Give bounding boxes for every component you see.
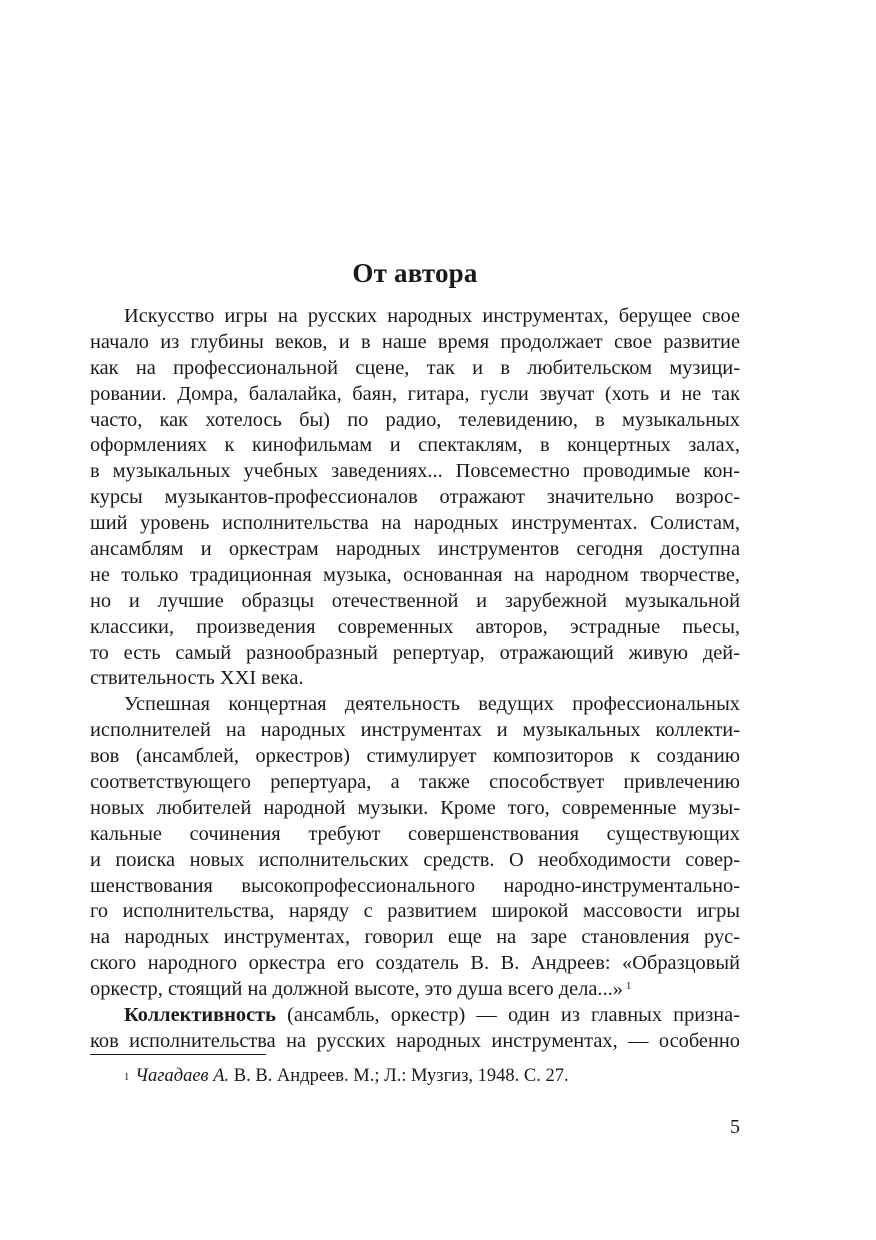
paragraph-1-line: ствительность XXI века.: [90, 667, 304, 690]
paragraph-2-last-line: [90, 977, 740, 1003]
paragraph-2-line: новых любителей народной музыки. Кроме того, современные музы-: [90, 796, 740, 819]
paragraph-3-line: [90, 1003, 740, 1029]
book-page: [90, 0, 740, 1240]
paragraph-1-line: как на профессиональной сцене, так и в любительском музици-: [90, 356, 740, 379]
paragraph-2-line: исполнителей на народных инструментах и музыкальных коллекти-: [90, 719, 740, 742]
paragraph-2-line: вов (ансамблей, оркестров) стимулирует композиторов к созданию: [90, 745, 740, 768]
paragraph-1-line: ровании. Домра, балалайка, баян, гитара, гусли звучат (хоть и не так: [90, 382, 740, 405]
footnote: [124, 1064, 569, 1088]
page-number: 5: [730, 1116, 740, 1138]
paragraph-3-line: ков исполнительства на русских народных инструментах, — особенно: [90, 1029, 740, 1052]
body-text: [90, 304, 740, 1055]
paragraph-2-line: на народных инструментах, говорил еще на заре становления рус-: [90, 926, 740, 949]
paragraph-2-line: го исполнительства, наряду с развитием широкой массовости игры: [90, 900, 740, 923]
paragraph-1-line: начало из глубины веков, и в наше время продолжает свое развитие: [90, 330, 740, 353]
paragraph-1-line: то есть самый разнообразный репертуар, отражающий живую дей-: [90, 641, 740, 664]
paragraph-1-line: в музыкальных учебных заведениях... Повсеместно проводимые кон-: [90, 460, 740, 483]
paragraph-2-line: Успешная концертная деятельность ведущих профессиональных: [124, 693, 740, 716]
paragraph-2-line: оркестр, стоящий на должной высоте, это душа всего дела...»: [90, 978, 623, 1001]
footnote-divider: [90, 1054, 266, 1055]
paragraph-1-line: ансамблям и оркестрам народных инструментов сегодня доступна: [90, 538, 740, 561]
footnote-text: В. В. Андреев. М.; Л.: Музгиз, 1948. С. 27.: [229, 1066, 569, 1086]
footnote-mark: 1: [124, 1072, 130, 1083]
paragraph-2-line: ского народного оркестра его создатель В. В. Андреев: «Образцовый: [90, 952, 740, 975]
paragraph-2-line: шенствования высокопрофессионального народно-инструментально-: [90, 874, 740, 897]
paragraph-1-line: не только традиционная музыка, основанная на народном творчестве,: [90, 563, 740, 586]
paragraph-1-line: Искусство игры на русских народных инструментах, берущее свое: [124, 305, 740, 327]
section-title: От автора: [352, 258, 478, 288]
footnote-reference[interactable]: 1: [625, 980, 632, 993]
paragraph-3-text: (ансамбль, оркестр) — один из главных призна-: [275, 1004, 740, 1027]
footnote-author: Чагадаев А.: [135, 1066, 230, 1086]
paragraph-1-line: ший уровень исполнительства на народных инструментах. Солистам,: [90, 512, 740, 535]
paragraph-2-line: и поиска новых исполнительских средств. О необходимости совер-: [90, 848, 740, 871]
paragraph-1-line: классики, произведения современных авторов, эстрадные пьесы,: [90, 615, 740, 638]
bold-term: Коллективность: [124, 1004, 276, 1027]
paragraph-1-line: но и лучшие образцы отечественной и зарубежной музыкальной: [90, 589, 740, 612]
paragraph-1-line: оформлениях к кинофильмам и спектаклям, в концертных залах,: [90, 434, 740, 457]
paragraph-2-line: соответствующего репертуара, а также способствует привлечению: [90, 771, 740, 794]
paragraph-1-line: часто, как хотелось бы) по радио, телевидению, в музыкальных: [90, 408, 740, 431]
paragraph-1-line: курсы музыкантов-профессионалов отражают значительно возрос-: [90, 486, 740, 509]
paragraph-2-line: кальные сочинения требуют совершенствования существующих: [90, 822, 740, 845]
